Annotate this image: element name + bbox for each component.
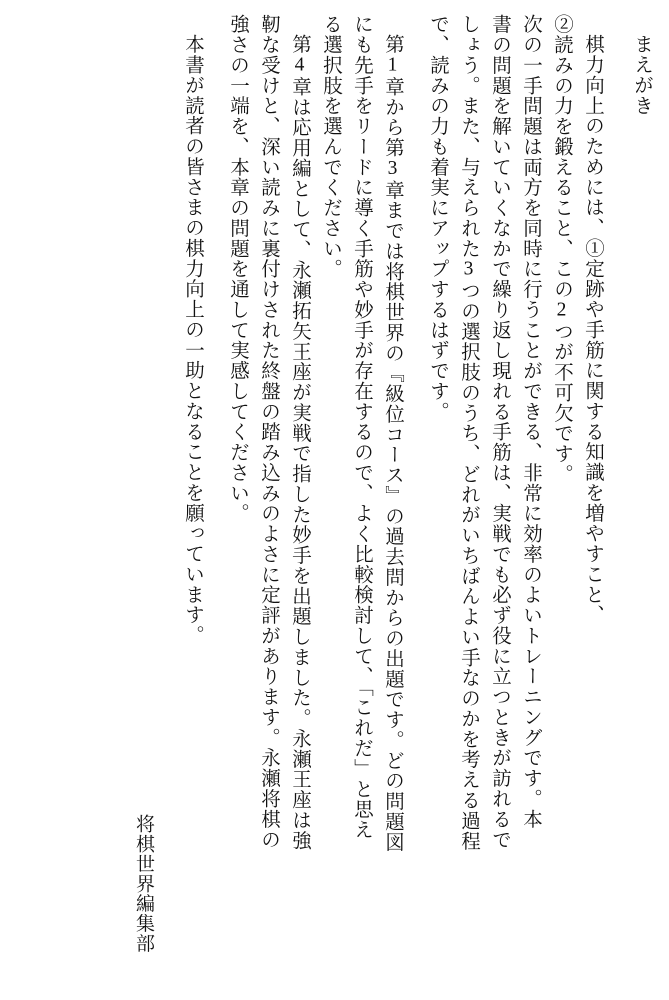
body-column-7: 第1章から第3章までは将棋世界の『級位コース』の過去問からの出題です。どの問題図 <box>382 34 403 853</box>
body-column-11: 靭な受けと、深い読みに裏付けされた終盤の踏み込みのよさに定評があります。永瀬将棋の <box>258 14 279 850</box>
body-column-9: る選択肢を選んでください。 <box>320 14 341 279</box>
body-column-4: 書の問題を解いていくなかで繰り返し現れる手筋は、実戦でも必ず役に立つときが訪れるで <box>489 14 510 850</box>
body-column-13: 本書が読者の皆さまの棋力向上の一助となることを願っています。 <box>182 34 203 646</box>
page-heading: まえがき <box>631 34 652 116</box>
body-column-10: 第4章は応用編として、永瀬拓矢王座が実戦で指した妙手を出題しました。永瀬王座は強 <box>289 34 310 851</box>
vertical-text-flow <box>16 14 651 990</box>
body-column-2: ②読みの力を鍛えること、この2つが不可欠です。 <box>551 14 572 485</box>
body-column-3: 次の一手問題は両方を同時に行うことができる、非常に効率のよいトレーニングです。本 <box>520 14 541 830</box>
signature-line: 将棋世界編集部 <box>133 814 154 953</box>
body-column-8: にも先手をリードに導く手筋や妙手が存在するので、よく比較検討して、「これだ」と思え <box>351 14 372 840</box>
signature-spacer <box>153 14 171 990</box>
body-column-6: で、読みの力も着実にアップするはずです。 <box>427 14 448 422</box>
body-column-1: 棋力向上のためには、①定跡や手筋に関する知識を増やすこと、 <box>582 34 603 625</box>
column-spacer <box>602 14 620 990</box>
body-column-5: しょう。また、与えられた3つの選択肢のうち、どれがいちばんよい手なのかを考える過程 <box>458 14 479 851</box>
body-column-12: 強さの一端を、本章の問題を通して実感してください。 <box>227 14 248 524</box>
